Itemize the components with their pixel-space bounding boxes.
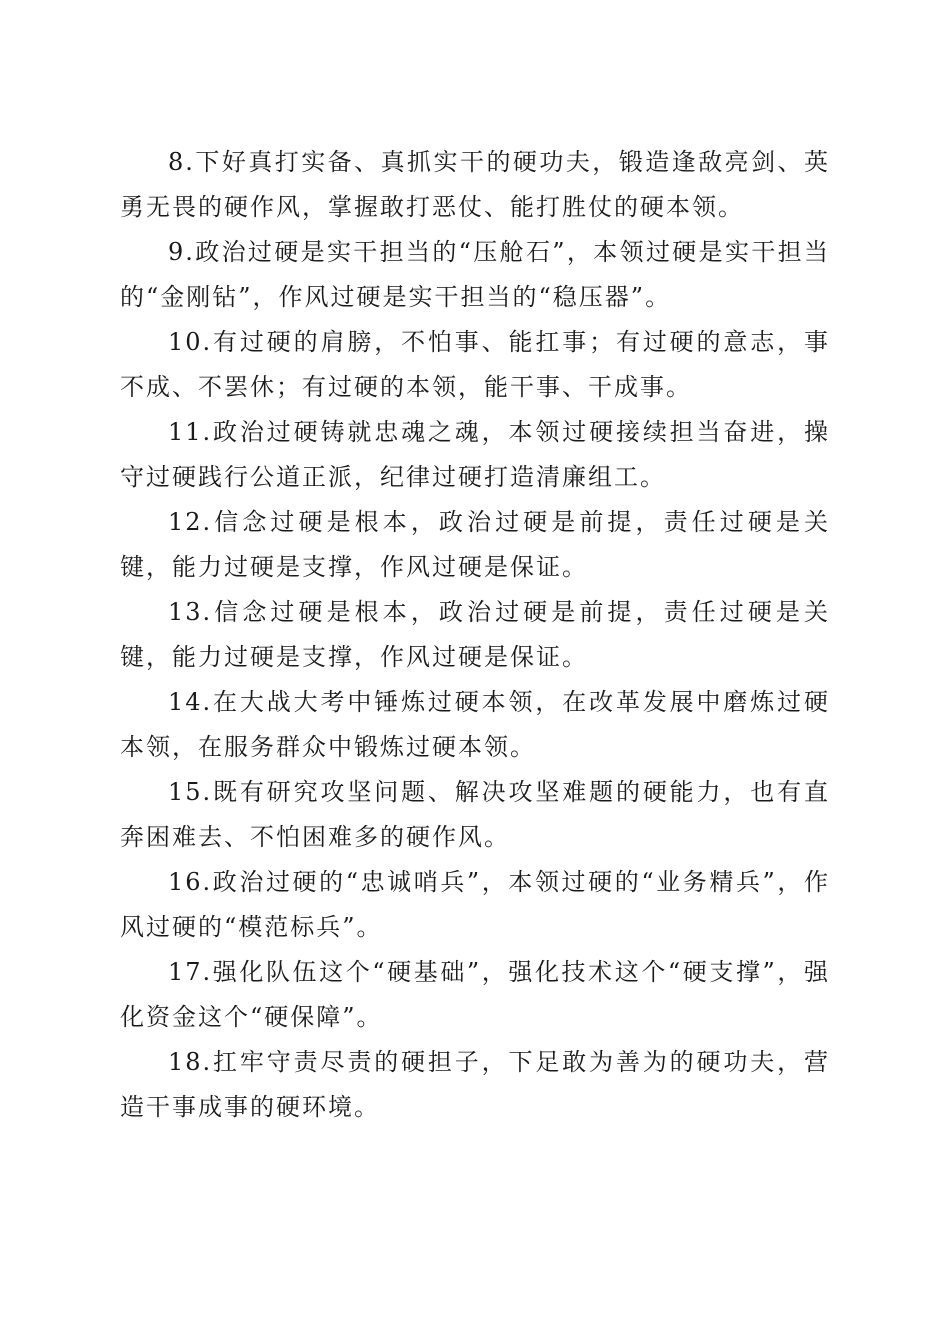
paragraph-9: 9.政治过硬是实干担当的“压舱石”，本领过硬是实干担当的“金刚钻”，作风过硬是实干担当的“稳压器”。 xyxy=(120,238,830,311)
paragraph-17: 17.强化队伍这个“硬基础”，强化技术这个“硬支撑”，强化资金这个“硬保障”。 xyxy=(120,958,830,1031)
paragraph-16: 16.政治过硬的“忠诚哨兵”，本领过硬的“业务精兵”，作风过硬的“模范标兵”。 xyxy=(120,868,830,941)
paragraph-18: 18.扛牢守责尽责的硬担子，下足敢为善为的硬功夫，营造干事成事的硬环境。 xyxy=(120,1048,830,1121)
document-body xyxy=(120,140,830,1130)
paragraph-11: 11.政治过硬铸就忠魂之魂，本领过硬接续担当奋进，操守过硬践行公道正派，纪律过硬打造清廉组工。 xyxy=(120,418,830,491)
paragraph-13: 13.信念过硬是根本，政治过硬是前提，责任过硬是关键，能力过硬是支撑，作风过硬是保证。 xyxy=(120,598,830,671)
paragraph-10: 10.有过硬的肩膀，不怕事、能扛事；有过硬的意志，事不成、不罢休；有过硬的本领，能干事、干成事。 xyxy=(120,328,830,401)
paragraph-14: 14.在大战大考中锤炼过硬本领，在改革发展中磨炼过硬本领，在服务群众中锻炼过硬本领。 xyxy=(120,688,830,761)
paragraph-15: 15.既有研究攻坚问题、解决攻坚难题的硬能力，也有直奔困难去、不怕困难多的硬作风。 xyxy=(120,778,830,851)
paragraph-12: 12.信念过硬是根本，政治过硬是前提，责任过硬是关键，能力过硬是支撑，作风过硬是保证。 xyxy=(120,508,830,581)
paragraph-8: 8.下好真打实备、真抓实干的硬功夫，锻造逢敌亮剑、英勇无畏的硬作风，掌握敢打恶仗、能打胜仗的硬本领。 xyxy=(120,148,830,221)
